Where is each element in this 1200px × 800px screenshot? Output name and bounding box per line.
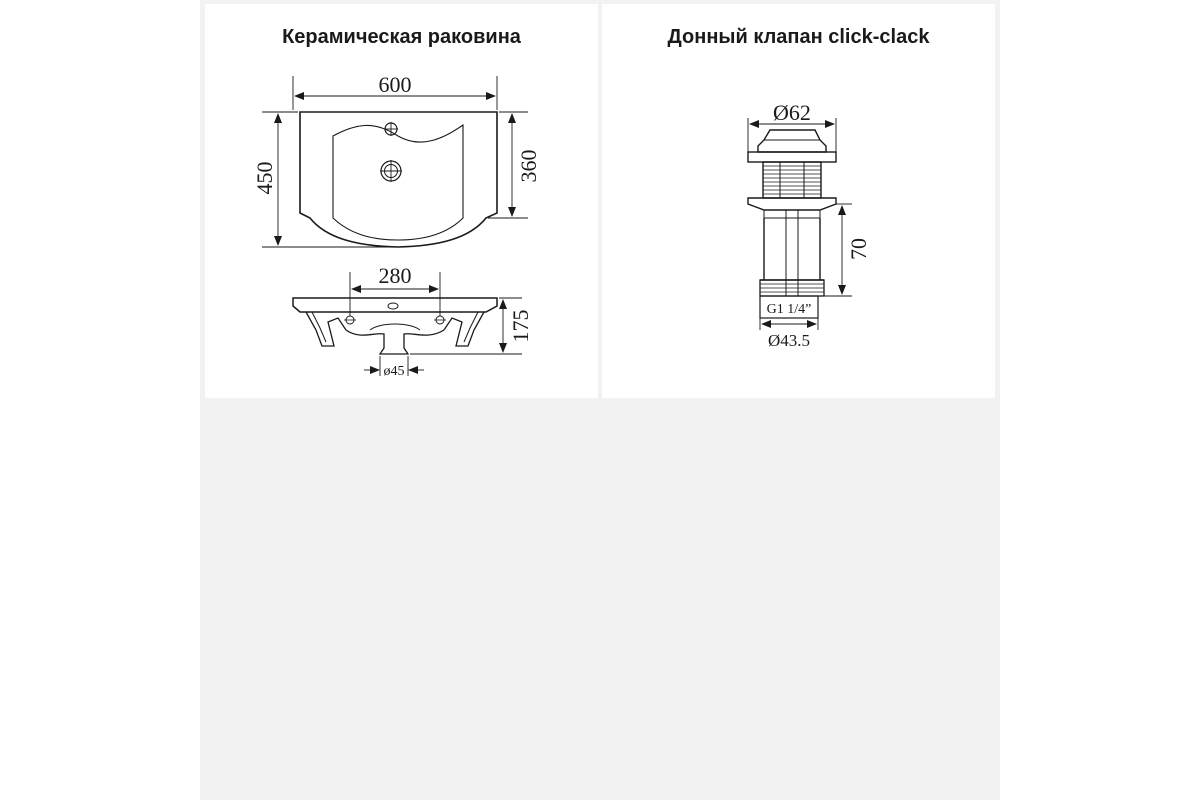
mount-hole-left <box>344 316 356 324</box>
valve-thread-spec <box>760 296 818 318</box>
dimension-mount-spacing-label: 280 <box>378 263 412 288</box>
dimension-body-diameter-label: Ø43.5 <box>767 331 811 350</box>
valve-cap <box>758 130 826 152</box>
dimension-mount-spacing <box>350 263 440 316</box>
sink-front-bowl <box>346 330 444 354</box>
valve-thread <box>763 162 821 198</box>
sink-bowl-outline <box>333 125 463 240</box>
dimension-bowl-depth-label: 360 <box>516 149 541 183</box>
sink-panel-title: Керамическая раковина <box>282 26 521 48</box>
drain-valve-drawing <box>748 100 871 350</box>
drain-valve-panel-title: Донный клапан click-clack <box>667 26 930 48</box>
sink-top-view <box>252 72 541 247</box>
dimension-body-diameter <box>760 318 818 350</box>
dimension-bowl-depth <box>488 112 541 218</box>
dimension-width-label: 600 <box>378 72 412 97</box>
dimension-length-label: 70 <box>846 238 871 260</box>
dimension-height-label: 175 <box>508 309 533 343</box>
dimension-drain-diameter <box>364 356 424 379</box>
dimension-depth-label: 450 <box>252 161 277 195</box>
dimension-drain-diameter-label: ø45 <box>383 364 405 379</box>
dimension-cap-diameter-label: Ø62 <box>773 100 811 125</box>
valve-thread-label: G1 1/4” <box>766 302 812 317</box>
dimension-depth <box>252 112 395 247</box>
mount-hole-right <box>434 316 446 324</box>
valve-body <box>760 218 824 296</box>
sink-top-outline <box>300 112 497 247</box>
front-faucet-hole <box>388 303 398 309</box>
drain-hole <box>380 160 402 182</box>
dimension-cap-diameter <box>748 100 836 152</box>
dimension-length <box>824 204 871 296</box>
dimension-width <box>293 72 497 110</box>
valve-flange <box>748 152 836 162</box>
valve-nut <box>748 198 836 210</box>
sink-front-rim <box>293 298 497 312</box>
faucet-hole <box>384 122 398 136</box>
sink-front-view <box>293 263 533 379</box>
